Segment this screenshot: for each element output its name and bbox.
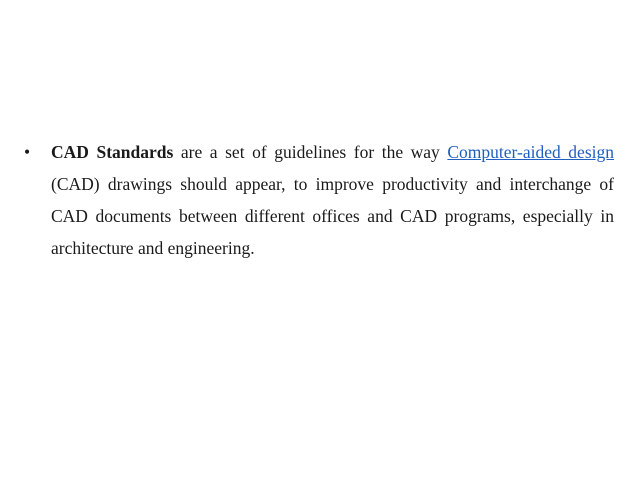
paragraph-text-part-1: are a set of guidelines for the way bbox=[173, 142, 448, 162]
bullet-item bbox=[24, 136, 614, 264]
bullet-paragraph bbox=[51, 136, 614, 264]
paragraph-text-part-2: (CAD) drawings should appear, to improve productivity and interchange of CAD documents between different offices and CAD programs, especially in architecture and engineering. bbox=[51, 174, 614, 258]
link-computer-aided-design[interactable]: Computer-aided design bbox=[447, 142, 614, 162]
term-cad-standards: CAD Standards bbox=[51, 142, 174, 162]
bullet-icon: • bbox=[24, 142, 31, 162]
